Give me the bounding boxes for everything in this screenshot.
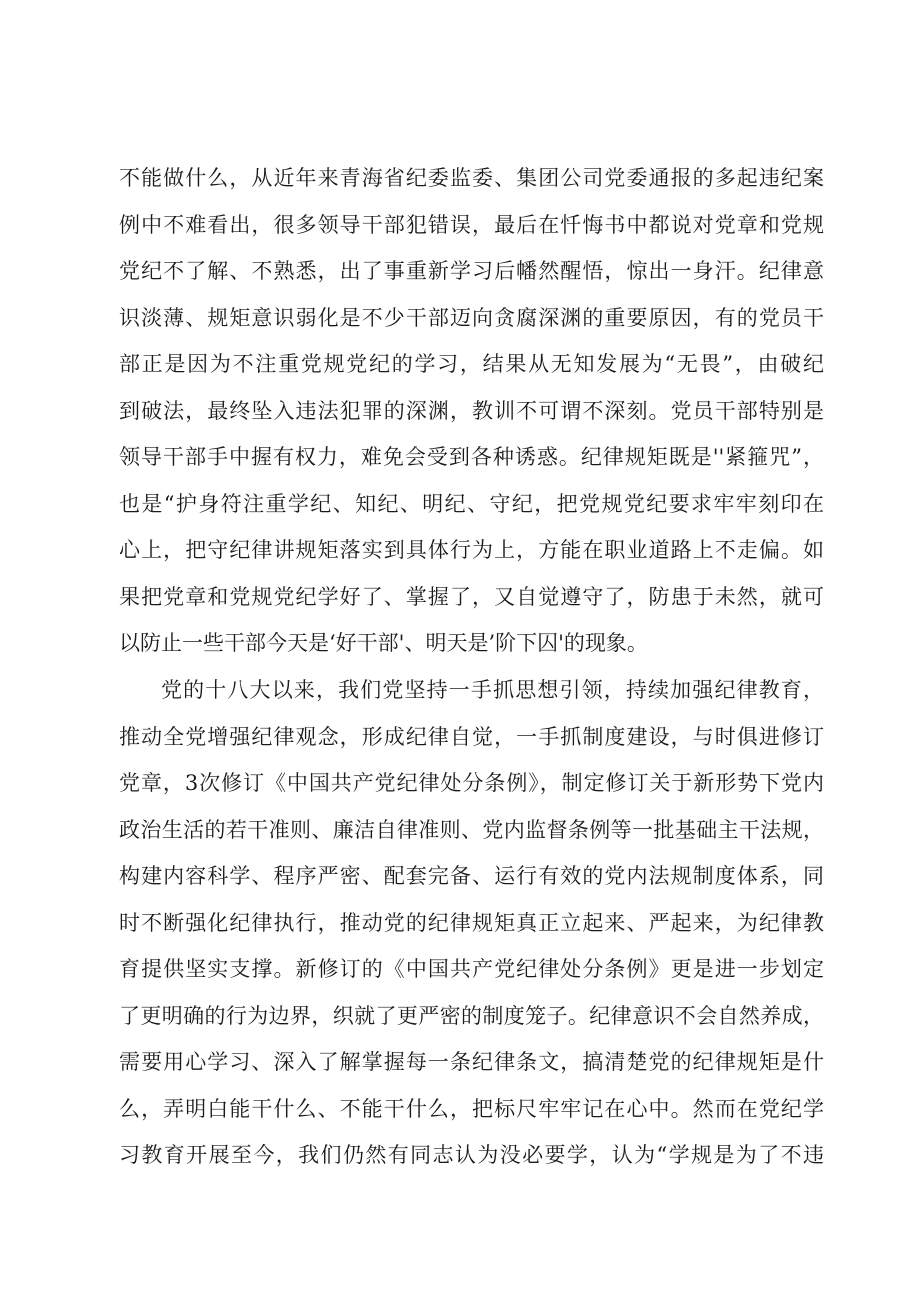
text-line: 时不断强化纪律执行，推动党的纪律规矩真正立起来、严起来，为纪律教 bbox=[119, 910, 824, 935]
text-line: 也是“护身符注重学纪、知纪、明纪、守纪，把党规党纪要求牢牢刻印在 bbox=[119, 491, 824, 516]
text-line: 识淡薄、规矩意识弱化是不少干部迈向贪腐深渊的重要原因，有的党员干 bbox=[119, 305, 824, 330]
text-line: 党的十八大以来，我们党坚持一手抓思想引领，持续加强纪律教育， bbox=[161, 678, 824, 702]
text-line: 习教育开展至今，我们仍然有同志认为没必要学，认为“学规是为了不违 bbox=[119, 1143, 824, 1167]
text-line: 不能做什么，从近年来青海省纪委监委、集团公司党委通报的多起违纪案 bbox=[119, 166, 824, 190]
paragraph-1 bbox=[119, 155, 824, 667]
text-line: 党纪不了解、不熟悉，出了事重新学习后幡然醒悟，惊出一身汗。纪律意 bbox=[119, 259, 824, 283]
text-line: 果把党章和党规党纪学好了、掌握了，又自觉遵守了，防患于未然，就可 bbox=[119, 584, 824, 609]
text-line: 构建内容科学、程序严密、配套完备、运行有效的党内法规制度体系，同 bbox=[119, 864, 824, 888]
text-line: 育提供坚实支撑。新修订的《中国共产党纪律处分条例》更是进一步划定 bbox=[119, 957, 824, 981]
text-line: 到破法，最终坠入违法犯罪的深渊，教训不可谓不深刻。党员干部特别是 bbox=[119, 398, 824, 423]
text-line: 以防止一些干部今天是‘好干部'、明天是’阶下囚'的现象。 bbox=[119, 631, 648, 655]
text-line: 需要用心学习、深入了解掌握每一条纪律条文，搞清楚党的纪律规矩是什 bbox=[119, 1050, 824, 1074]
text-line: 了更明确的行为边界，织就了更严密的制度笼子。纪律意识不会自然养成， bbox=[119, 1003, 824, 1028]
text-line: 么，弄明白能干什么、不能干什么，把标尺牢牢记在心中。然而在党纪学 bbox=[119, 1096, 824, 1121]
text-line: 政治生活的若干准则、廉洁自律准则、党内监督条例等一批基础主干法规， bbox=[119, 817, 824, 842]
text-line: 党章，3次修订《中国共产党纪律处分条例》，制定修订关于新形势下党内 bbox=[119, 771, 824, 795]
text-line: 心上，把守纪律讲规矩落实到具体行为上，方能在职业道路上不走偏。如 bbox=[119, 538, 824, 562]
text-line: 推动全党增强纪律观念，形成纪律自觉，一手抓制度建设，与时俱进修订 bbox=[119, 724, 824, 749]
text-line: 例中不难看出，很多领导干部犯错误，最后在忏悔书中都说对党章和党规 bbox=[119, 212, 824, 237]
paragraph-2 bbox=[119, 667, 824, 1179]
text-line: 领导干部手中握有权力，难免会受到各种诱惑。纪律规矩既是''紧箍咒”， bbox=[119, 445, 824, 469]
text-line: 部正是因为不注重党规党纪的学习，结果从无知发展为“无畏”，由破纪 bbox=[119, 352, 824, 376]
